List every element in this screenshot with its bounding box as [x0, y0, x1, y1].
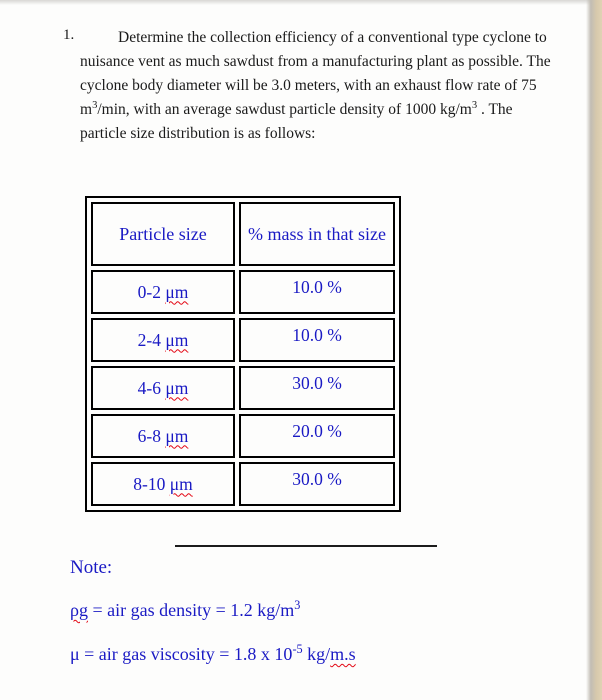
- size-range: 0-2: [137, 281, 166, 302]
- problem-text-part-3: . The particle size distribution is as follows:: [80, 101, 513, 142]
- size-range: 2-4: [137, 329, 166, 350]
- blank-answer-line: [175, 545, 437, 547]
- particle-size-cell: [91, 462, 235, 506]
- particle-size-cell: [91, 366, 235, 410]
- page-top-edge-shadow: [0, 0, 602, 5]
- particle-size-cell: [91, 318, 235, 362]
- exponent-cubed-2: 3: [471, 99, 478, 111]
- density-text: = air gas density = 1.2 kg/m: [87, 600, 295, 620]
- size-unit: μm: [165, 377, 189, 398]
- mass-percent-cell: 10.0 %: [239, 318, 395, 362]
- density-symbol: ρg: [70, 600, 88, 620]
- particle-size-table: [85, 196, 401, 512]
- size-unit: μm: [165, 425, 189, 446]
- mass-percent-cell: 30.0 %: [239, 366, 395, 410]
- size-range: 6-8: [137, 425, 166, 446]
- problem-text-part-2: /min, with an average sawdust particle density of 1000 kg/m: [97, 101, 472, 118]
- size-unit: μm: [165, 281, 189, 302]
- table-header-row: [91, 202, 395, 266]
- size-range: 4-6: [137, 377, 166, 398]
- problem-text: [80, 26, 556, 146]
- page-right-edge-shadow: [586, 0, 602, 700]
- particle-size-cell: [91, 414, 235, 458]
- problem-text-part-1: Determine the collection efficiency of a conventional type cyclone to nuisance vent as much sawdust from a manufacturing plant as possible. The cyclone body diameter will be 3.0 meters, with an exhaust flow rate of 75 m: [80, 29, 551, 118]
- table-row: [91, 270, 395, 314]
- mass-percent-cell: 20.0 %: [239, 414, 395, 458]
- table-row: [91, 366, 395, 410]
- header-particle-size: Particle size: [91, 202, 235, 266]
- table-row: [91, 414, 395, 458]
- mass-percent-cell: 10.0 %: [239, 270, 395, 314]
- air-density-note: [70, 600, 300, 621]
- viscosity-exponent: -5: [292, 642, 303, 656]
- exponent-cubed-1: 3: [92, 99, 98, 111]
- header-mass-percent: % mass in that size: [239, 202, 395, 266]
- viscosity-unit-prefix: kg/: [302, 644, 331, 664]
- table-row: [91, 318, 395, 362]
- size-unit: μm: [165, 329, 189, 350]
- table-row: [91, 462, 395, 506]
- problem-number: 1.: [63, 27, 75, 43]
- size-unit: μm: [169, 473, 193, 494]
- size-range: 8-10: [133, 473, 170, 494]
- mass-percent-cell: 30.0 %: [239, 462, 395, 506]
- viscosity-text: μ = air gas viscosity = 1.8 x 10: [70, 644, 293, 664]
- viscosity-unit: m.s: [330, 644, 356, 664]
- density-exponent: 3: [294, 598, 301, 612]
- air-viscosity-note: [70, 644, 356, 665]
- note-label: Note:: [70, 557, 113, 578]
- problem-statement: [63, 26, 563, 146]
- particle-size-cell: [91, 270, 235, 314]
